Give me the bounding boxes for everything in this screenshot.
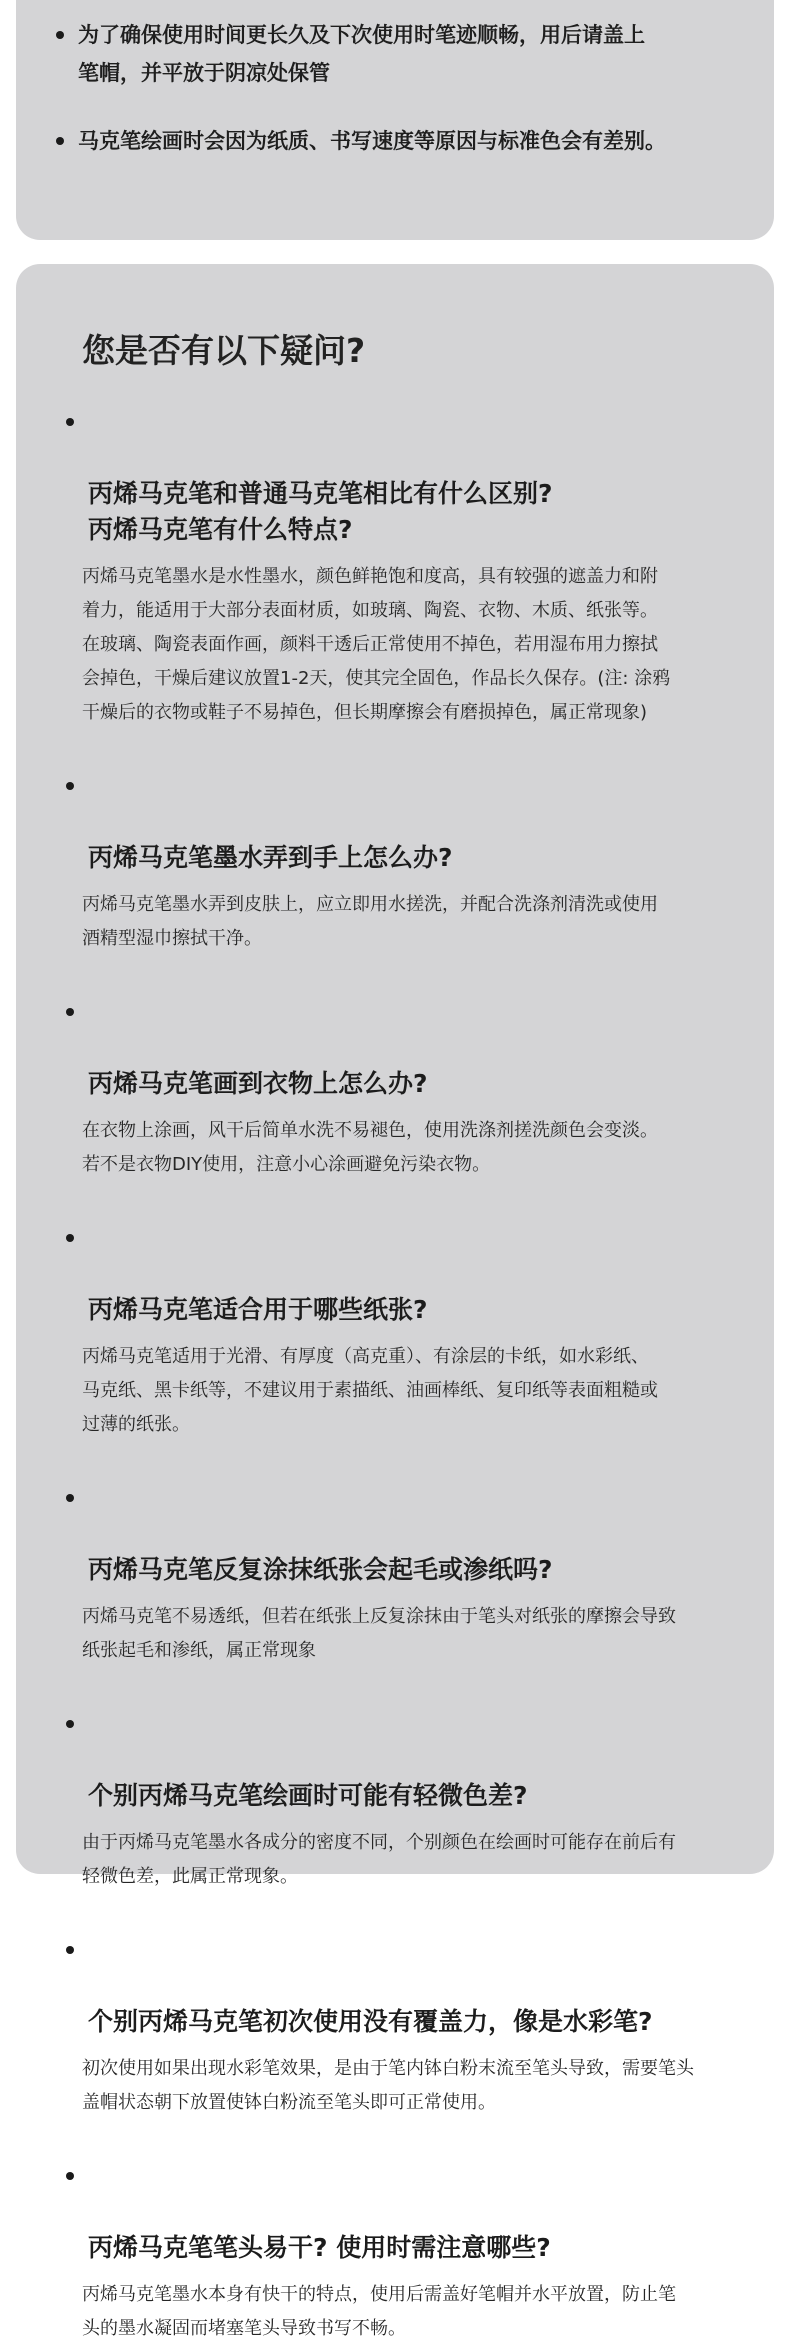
faq-item — [66, 768, 734, 956]
faq-item — [66, 994, 734, 1182]
bullet-icon — [56, 137, 64, 145]
bullet-icon — [66, 1234, 74, 1242]
usage-note — [56, 122, 734, 160]
faq-question — [66, 768, 734, 876]
faq-question-text: 丙烯马克笔适合用于哪些纸张? — [88, 1295, 428, 1324]
faq-item — [66, 1706, 734, 1894]
faq-answer: 丙烯马克笔不易透纸，但若在纸张上反复涂抹由于笔头对纸张的摩擦会导致 纸张起毛和渗纸，属正常现象 — [82, 1606, 676, 1661]
faq-question — [66, 994, 734, 1102]
faq-question — [66, 1220, 734, 1328]
bullet-icon — [66, 1494, 74, 1502]
bullet-icon — [56, 31, 64, 39]
faq-item — [66, 2158, 734, 2346]
faq-question-text: 丙烯马克笔画到衣物上怎么办? — [88, 1069, 428, 1098]
bullet-icon — [66, 1720, 74, 1728]
faq-item — [66, 1220, 734, 1442]
bullet-icon — [66, 1946, 74, 1954]
faq-answer: 丙烯马克笔墨水本身有快干的特点，使用后需盖好笔帽并水平放置，防止笔 头的墨水凝固而堵塞笔头导致书写不畅。 — [82, 2284, 676, 2339]
faq-answer: 丙烯马克笔墨水是水性墨水，颜色鲜艳饱和度高，具有较强的遮盖力和附 着力，能适用于大部分表面材质，如玻璃、陶瓷、衣物、木质、纸张等。 在玻璃、陶瓷表面作画，颜料干透后正常使用不掉色，若用湿布用力擦拭 会掉色，干燥后建议放置1-2天，使其完全固色，作品长久保存。(注: 涂鸦 干燥后的衣物或鞋子不易掉色，但长期摩擦会有磨损掉色，属正常现象) — [82, 566, 671, 723]
faq-question — [66, 2158, 734, 2266]
usage-notes-card — [16, 0, 774, 240]
faq-question — [66, 1706, 734, 1814]
faq-card — [16, 264, 774, 2339]
faq-answer: 初次使用如果出现水彩笔效果，是由于笔内钵白粉末流至笔头导致，需要笔头 盖帽状态朝下放置使钵白粉流至笔头即可正常使用。 — [82, 2058, 694, 2113]
usage-note-text: 为了确保使用时间更长久及下次使用时笔迹顺畅，用后请盖上 笔帽，并平放于阴凉处保管 — [78, 23, 645, 85]
faq-answer: 由于丙烯马克笔墨水各成分的密度不同，个别颜色在绘画时可能存在前后有 轻微色差，此属正常现象。 — [82, 1832, 676, 1887]
faq-item — [66, 404, 734, 730]
faq-question-text: 丙烯马克笔和普通马克笔相比有什么区别? 丙烯马克笔有什么特点? — [88, 479, 553, 544]
faq-question-text: 丙烯马克笔墨水弄到手上怎么办? — [88, 843, 453, 872]
bullet-icon — [66, 2172, 74, 2180]
faq-question-text: 个别丙烯马克笔初次使用没有覆盖力，像是水彩笔? — [88, 2007, 653, 2036]
faq-question-text: 丙烯马克笔反复涂抹纸张会起毛或渗纸吗? — [88, 1555, 553, 1584]
faq-answer: 在衣物上涂画，风干后简单水洗不易褪色，使用洗涤剂搓洗颜色会变淡。 若不是衣物DIY使用，注意小心涂画避免污染衣物。 — [82, 1120, 658, 1175]
faq-answer: 丙烯马克笔适用于光滑、有厚度（高克重）、有涂层的卡纸，如水彩纸、 马克纸、黑卡纸等，不建议用于素描纸、油画棒纸、复印纸等表面粗糙或 过薄的纸张。 — [82, 1346, 658, 1435]
usage-note — [56, 16, 734, 92]
faq-question — [66, 404, 734, 548]
bullet-icon — [66, 782, 74, 790]
faq-title: 您是否有以下疑问? — [82, 331, 366, 370]
faq-answer: 丙烯马克笔墨水弄到皮肤上，应立即用水搓洗，并配合洗涤剂清洗或使用 酒精型湿巾擦拭干净。 — [82, 894, 658, 949]
faq-question — [66, 1480, 734, 1588]
usage-note-text: 马克笔绘画时会因为纸质、书写速度等原因与标准色会有差别。 — [78, 129, 666, 153]
bullet-icon — [66, 418, 74, 426]
faq-question-text: 个别丙烯马克笔绘画时可能有轻微色差? — [88, 1781, 528, 1810]
faq-item — [66, 1932, 734, 2120]
faq-item — [66, 1480, 734, 1668]
bullet-icon — [66, 1008, 74, 1016]
faq-question — [66, 1932, 734, 2040]
faq-question-text: 丙烯马克笔笔头易干? 使用时需注意哪些? — [88, 2233, 551, 2262]
